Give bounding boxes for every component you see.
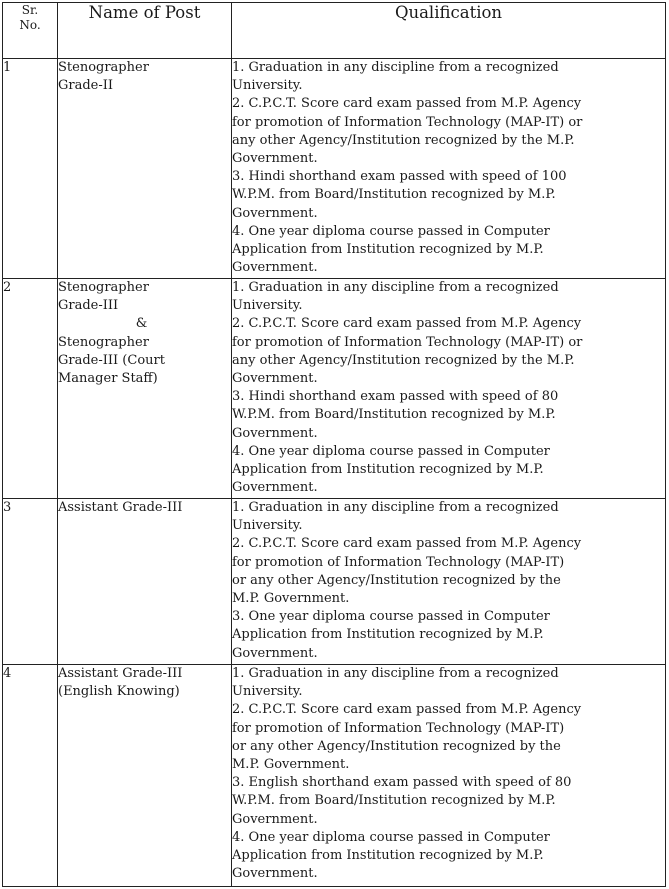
- qualification-line: Government.: [232, 260, 318, 276]
- qualification-line: any other Agency/Institution recognized by the M.P.: [232, 352, 575, 368]
- qualification-line: 1. Graduation in any discipline from a recognized: [232, 280, 559, 295]
- post-cell: [58, 665, 232, 887]
- post-cell: [58, 279, 232, 499]
- qualification-line: M.P. Government.: [232, 591, 350, 607]
- qualification-line: Application from Institution recognized by M.P.: [232, 462, 544, 478]
- post-ampersand: &: [135, 316, 148, 332]
- post-name-line: Assistant Grade-III: [58, 500, 183, 515]
- table-row: [3, 279, 666, 499]
- qualification-line: Application from Institution recognized by M.P.: [232, 848, 544, 864]
- table-row: [3, 59, 666, 279]
- qualification-line: for promotion of Information Technology (MAP-IT) or: [232, 334, 583, 350]
- sr-number: 3: [3, 500, 12, 515]
- qualification-line: 3. Hindi shorthand exam passed with speed of 100: [232, 169, 567, 185]
- qualification-line: 2. C.P.C.T. Score card exam passed from M.P. Agency: [232, 96, 582, 112]
- qualification-line: Government.: [232, 645, 318, 661]
- qualification-line: for promotion of Information Technology (MAP-IT): [232, 554, 565, 570]
- post-name-line: Stenographer: [58, 334, 149, 350]
- qualification-line: or any other Agency/Institution recognized by the: [232, 572, 561, 588]
- sr-cell: [3, 59, 58, 279]
- qualification-line: M.P. Government.: [232, 757, 350, 773]
- table-header-row: [3, 3, 666, 59]
- qualification-line: Government.: [232, 811, 318, 827]
- qualification-line: Government.: [232, 425, 318, 441]
- sr-number: 2: [3, 280, 12, 295]
- post-cell: [58, 59, 232, 279]
- qualification-line: 1. Graduation in any discipline from a recognized: [232, 500, 559, 515]
- qualification-cell: [232, 499, 666, 665]
- table-row: [3, 665, 666, 887]
- post-name-line: Grade-III (Court: [58, 352, 165, 368]
- qualification-line: 4. One year diploma course passed in Computer: [232, 829, 550, 845]
- header-name-of-post: Name of Post: [58, 3, 232, 59]
- post-name-line: (English Knowing): [58, 684, 180, 700]
- qualification-line: Government.: [232, 866, 318, 882]
- post-cell: [58, 499, 232, 665]
- qualification-line: 4. One year diploma course passed in Computer: [232, 223, 550, 239]
- qualification-line: 1. Graduation in any discipline from a recognized: [232, 60, 559, 75]
- qualification-line: W.P.M. from Board/Institution recognized by M.P.: [232, 407, 556, 423]
- sr-cell: [3, 279, 58, 499]
- qualification-line: University.: [232, 684, 303, 700]
- post-name-line: Grade-II: [58, 78, 114, 94]
- post-name-line: Stenographer: [58, 280, 149, 295]
- header-sr-no: [3, 3, 58, 59]
- sr-cell: [3, 499, 58, 665]
- header-qualification: Qualification: [232, 3, 666, 59]
- qualification-line: Government.: [232, 480, 318, 496]
- post-name-line: Assistant Grade-III: [58, 666, 183, 681]
- header-sr-line1: Sr.: [21, 3, 39, 17]
- sr-cell: [3, 665, 58, 887]
- qualification-line: 1. Graduation in any discipline from a recognized: [232, 666, 559, 681]
- qualification-line: University.: [232, 78, 303, 94]
- qualification-line: W.P.M. from Board/Institution recognized by M.P.: [232, 793, 556, 809]
- qualification-line: 2. C.P.C.T. Score card exam passed from M.P. Agency: [232, 702, 582, 718]
- qualification-line: Government.: [232, 205, 318, 221]
- qualification-line: University.: [232, 518, 303, 534]
- qualification-table: [2, 2, 666, 887]
- post-name-line: Stenographer: [58, 60, 149, 75]
- qualification-line: 3. Hindi shorthand exam passed with speed of 80: [232, 389, 559, 405]
- qualification-line: Application from Institution recognized by M.P.: [232, 242, 544, 258]
- qualification-line: Application from Institution recognized by M.P.: [232, 627, 544, 643]
- sr-number: 4: [3, 666, 12, 681]
- qualification-line: Government.: [232, 371, 318, 387]
- post-name-line: Manager Staff): [58, 371, 158, 387]
- qualification-line: any other Agency/Institution recognized by the M.P.: [232, 132, 575, 148]
- qualification-line: for promotion of Information Technology (MAP-IT) or: [232, 114, 583, 130]
- qualification-line: 2. C.P.C.T. Score card exam passed from M.P. Agency: [232, 536, 582, 552]
- qualification-line: 3. One year diploma course passed in Computer: [232, 609, 550, 625]
- qualification-line: 3. English shorthand exam passed with speed of 80: [232, 775, 572, 791]
- qualification-line: W.P.M. from Board/Institution recognized by M.P.: [232, 187, 556, 203]
- header-sr-line2: No.: [19, 18, 41, 32]
- qualification-line: 4. One year diploma course passed in Computer: [232, 443, 550, 459]
- qualification-line: 2. C.P.C.T. Score card exam passed from M.P. Agency: [232, 316, 582, 332]
- qualification-line: for promotion of Information Technology (MAP-IT): [232, 720, 565, 736]
- qualification-cell: [232, 279, 666, 499]
- qualification-cell: [232, 665, 666, 887]
- qualification-line: Government.: [232, 151, 318, 167]
- post-name-line: Grade-III: [58, 298, 119, 314]
- qualification-line: University.: [232, 298, 303, 314]
- qualification-line: or any other Agency/Institution recognized by the: [232, 738, 561, 754]
- table-row: [3, 499, 666, 665]
- qualification-cell: [232, 59, 666, 279]
- sr-number: 1: [3, 60, 12, 75]
